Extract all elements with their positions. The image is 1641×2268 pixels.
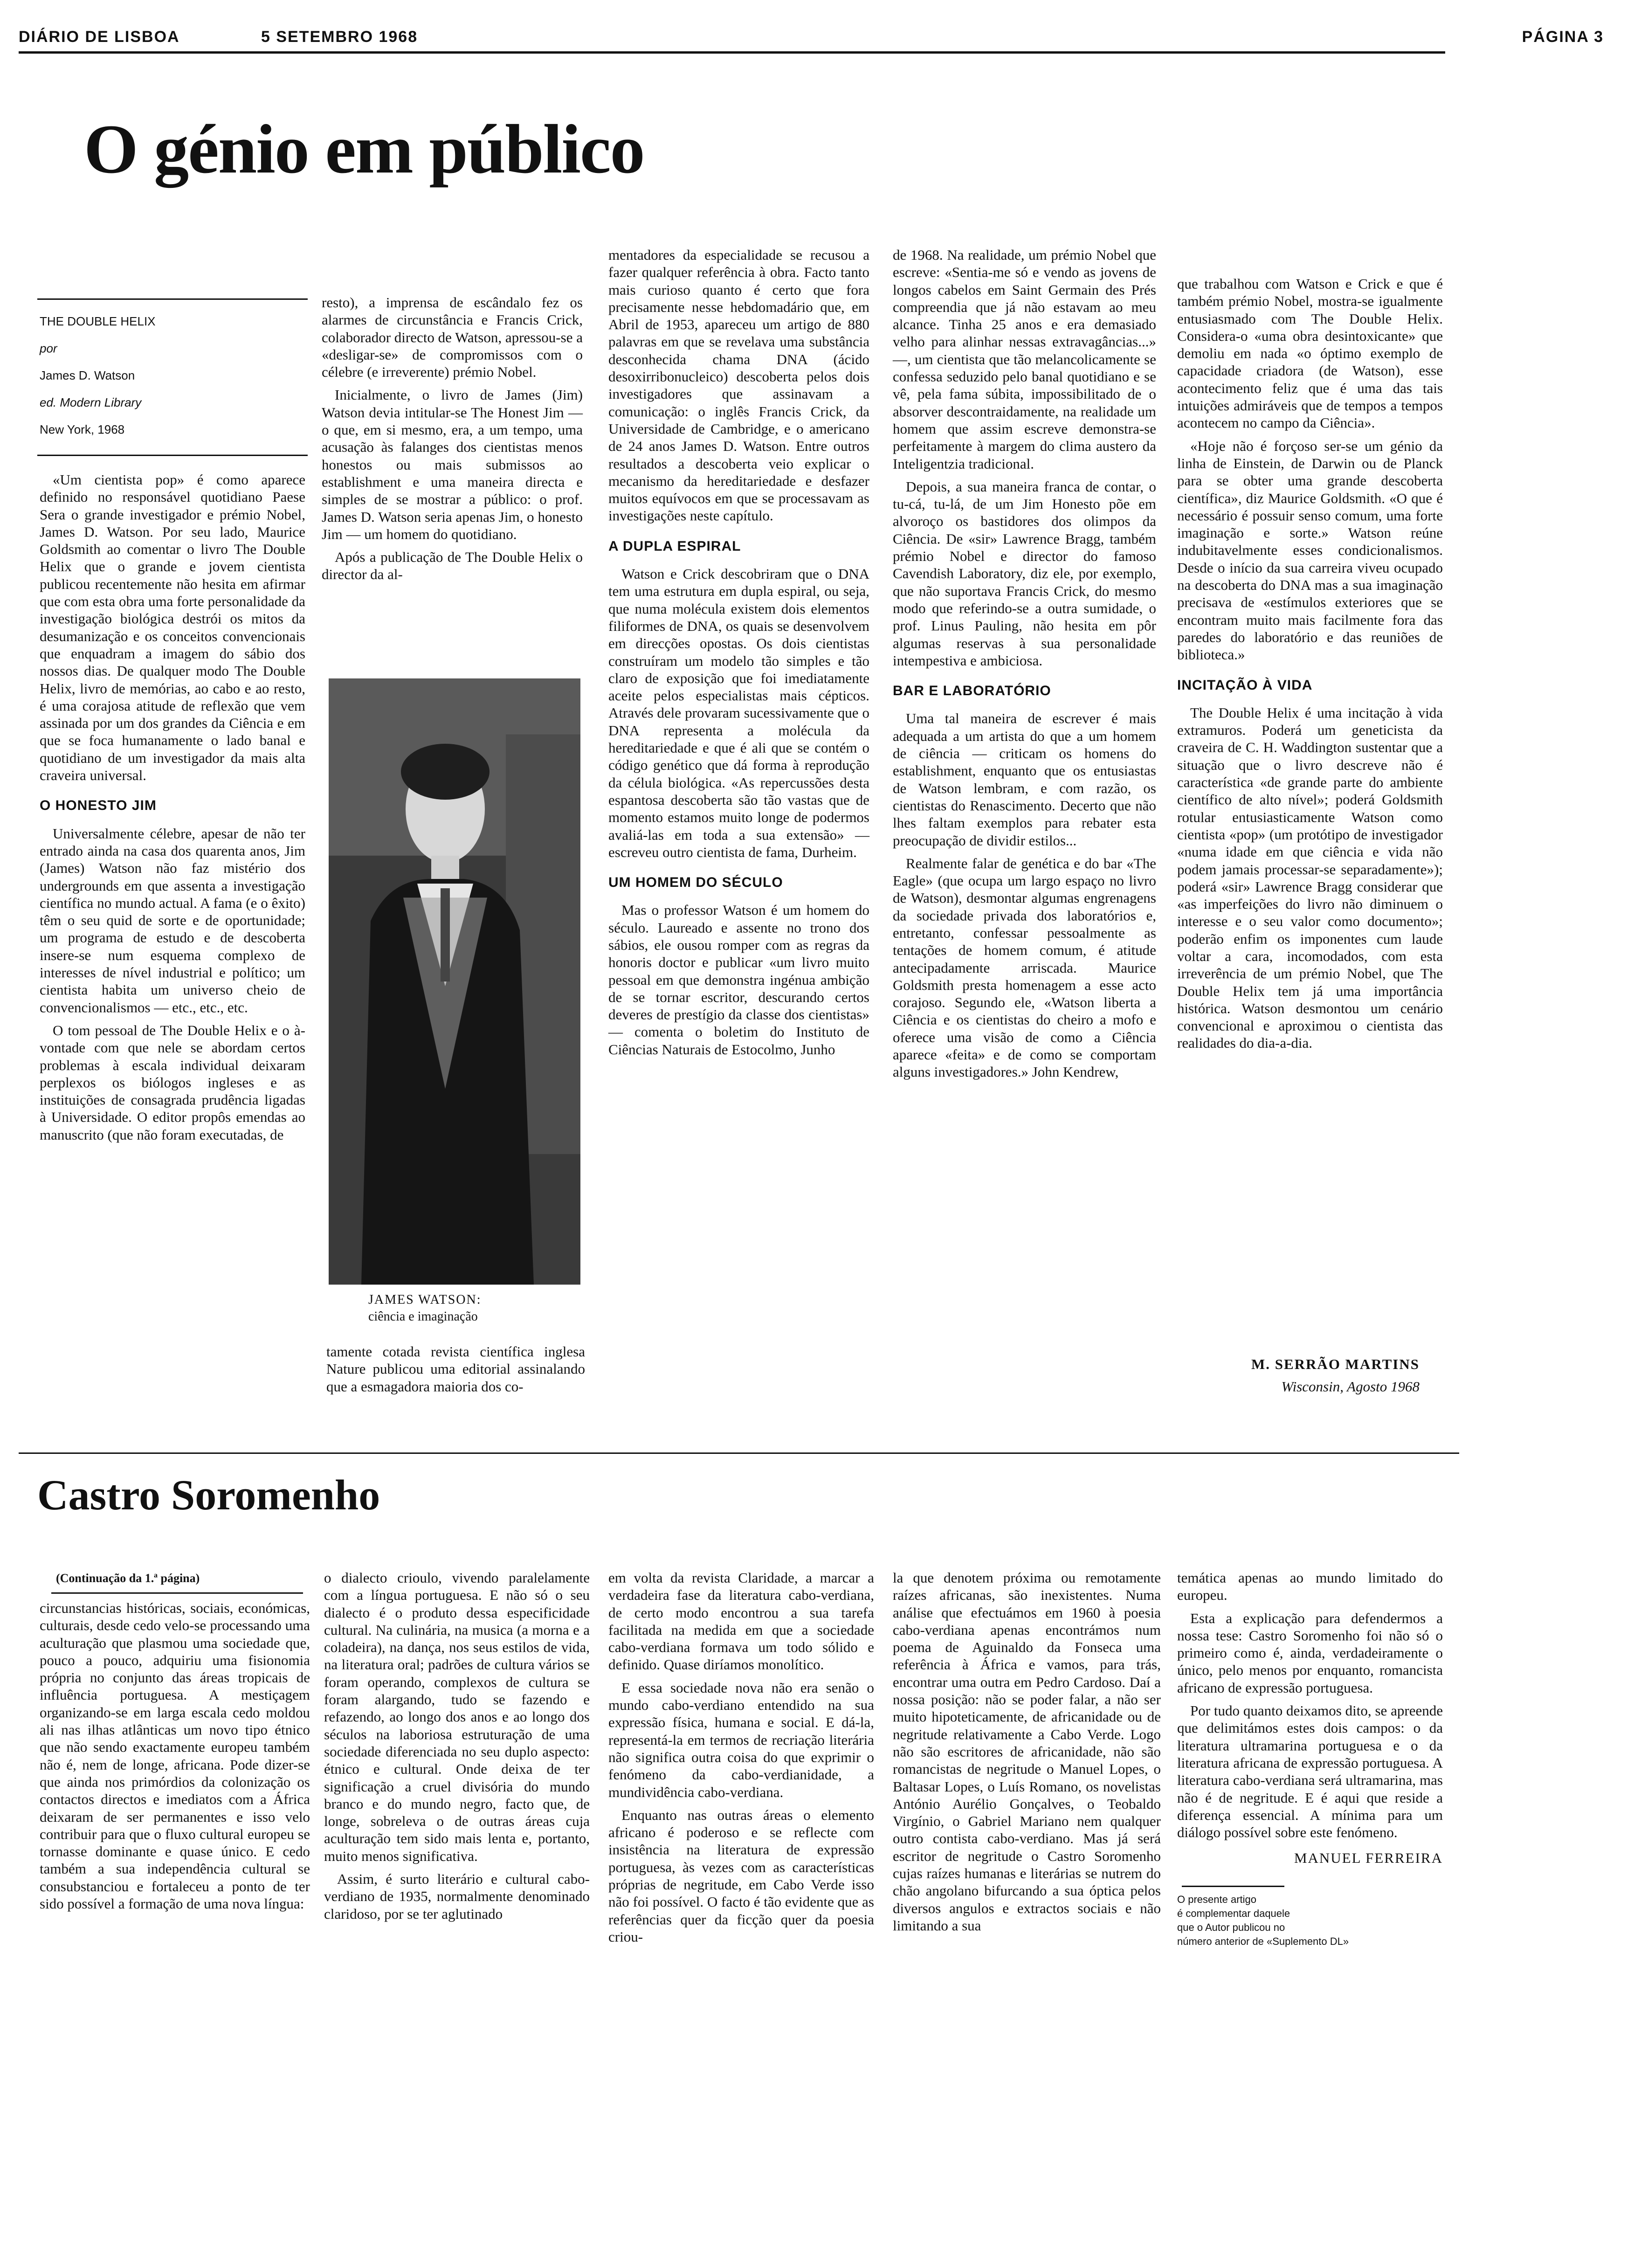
article2-column-3 <box>608 1569 874 1951</box>
page-number: PÁGINA 3 <box>1522 28 1604 46</box>
book-info <box>40 308 310 443</box>
paragraph: de 1968. Na realidade, um prémio Nobel que escreve: «Sentia-me só e vendo as jovens de longos cabelos em Saint Germain des Prés compreendia que já não estavam ao meu alcance. Tinha 25 anos e era demasiado velho para alinhar nessas extravagâncias...» —, um cientista que tão melancolicamente se confessa seduzido pelo banal quotidiano e se vê, pela fama súbita, impossibilitado de o absorver descontraidamente, na realidade um homem que assim escreve demonstra-se perfeitamente à margem do clima austero da Inteligentzia tradicional. <box>893 247 1156 472</box>
photo-caption <box>368 1292 578 1325</box>
continuation-note: (Continuação da 1.ª página) <box>56 1571 200 1585</box>
caption-text: ciência e imaginação <box>368 1309 478 1324</box>
paragraph: Esta a explicação para defendermos a nossa tese: Castro Soromenho foi não só o primeiro como é, ainda, verdadeiramente o único, pelo menos por enquanto, romancista africano de expressão portuguesa. <box>1177 1610 1443 1696</box>
note-rule <box>1182 1886 1284 1887</box>
book-author: James D. Watson <box>40 368 135 382</box>
section-heading: UM HOMEM DO SÉCULO <box>608 875 783 891</box>
article1-column-1 <box>40 471 305 1149</box>
paragraph: Assim, é surto literário e cultural cabo-verdiano de 1935, normalmente denominado claridoso, por se ter aglutinado <box>324 1871 590 1922</box>
paragraph: em volta da revista Claridade, a marcar a verdadeira fase da literatura cabo-verdiana, de certo modo encontrou a sua tarefa facilitada na medida em que a sociedade cabo-verdiana formava um todo sólido e definido. Quase diríamos monolítico. <box>608 1570 874 1673</box>
paragraph: O tom pessoal de The Double Helix e o à-vontade com que nele se abordam certos problemas à escala individual deixaram perplexos os biólogos ingleses e as instituições de consagrada prudência ligadas à Universidade. O editor propôs emendas ao manuscrito (que não foram executadas, de <box>40 1022 305 1143</box>
article2-column-1 <box>40 1599 310 1918</box>
section-heading: O HONESTO JIM <box>40 798 157 814</box>
paragraph: temática apenas ao mundo limitado do europeu. <box>1177 1570 1443 1604</box>
caption-name: JAMES WATSON: <box>368 1293 482 1307</box>
paragraph: Watson e Crick descobriram que o DNA tem uma estrutura em dupla espiral, ou seja, que numa molécula existem dois elementos filiformes de DNA, os quais se desenvolvem em direcções opostas. Os dois cientistas construíram um modelo tão simples e tão claro de exposição que foi imediatamente aceite pelos especialistas mais cépticos. Através dele provaram sucessivamente que o DNA representa a molécula da hereditariedade e que é ali que se contém o código genético que dá forma à reprodução da célula biológica. «As repercussões desta espantosa descoberta são tão vastas que de momento estamos muito longe de podermos avaliá-las em toda a sua extensão» — escreveu outro cientista de fama, Durheim. <box>608 566 869 860</box>
paragraph: «Um cientista pop» é como aparece definido no responsável quotidiano Paese Sera o grande investigador e prémio Nobel, James D. Watson. Por seu lado, Maurice Goldsmith ao comentar o livro The Double Helix que o grande e jovem cientista publicou recentemente não hesita em afirmar que com esta obra uma forte personalidade da investigação biológica destrói os mitos da desumanização e os conceitos convencionais que enquadram a imagem do sábio dos nossos dias. De qualquer modo The Double Helix, livro de memórias, ao cabo e ao resto, é uma corajosa atitude de reflexão que vem assinada por um dos grandes da Ciência e em que se foca humanamente o lado banal e quotidiano de um investigador da mais alta craveira universal. <box>40 471 305 784</box>
portrait-image <box>329 678 580 1285</box>
article2-signature: MANUEL FERREIRA <box>1294 1850 1443 1867</box>
dateline: Wisconsin, Agosto 1968 <box>1281 1378 1420 1395</box>
paragraph: resto), a imprensa de escândalo fez os alarmes de circunstância e Francis Crick, colaborador directo de Watson, apressou-se a «desligar-se» de compromissos com o célebre (e irreverente) prémio Nobel. <box>322 294 583 380</box>
section-heading: INCITAÇÃO À VIDA <box>1177 677 1313 693</box>
paragraph: Realmente falar de genética e do bar «The Eagle» (que ocupa um largo espaço no livro de Watson), desmontar algumas engrenagens da sociedade privada dos laboratórios e, entretanto, confessar pessoalmente as tentações de homem comum, é atitude antecipadamente arriscada. Maurice Goldsmith presta homenagem a esse acto corajoso. Segundo ele, «Watson liberta a Ciência e os cientistas do cheiro a mofo e oferece uma visão de como a Ciência aparece «feita» e de como se comportam alguns investigadores.» John Kendrew, <box>893 855 1156 1080</box>
section-heading: A DUPLA ESPIRAL <box>608 538 741 554</box>
note-line: é complementar daquele <box>1177 1907 1290 1919</box>
paragraph: que trabalhou com Watson e Crick e que é também prémio Nobel, mostra-se igualmente entusiasmado com The Double Helix. Considera-o «uma obra desintoxicante» que demoliu em nada «o óptimo exemplo de capacidade criadora (de Watson), esse acontecimento feliz que é uma das tais intuições admiráveis que de tempos a tempos acontecem no campo da Ciência». <box>1177 276 1443 431</box>
paragraph: tamente cotada revista científica inglesa Nature publicou uma editorial assinalando que a esmagadora maioria dos co- <box>326 1343 585 1395</box>
article1-column-2 <box>322 294 583 589</box>
paragraph: Depois, a sua maneira franca de contar, o tu-cá, tu-lá, de um Jim Honesto põe em alvoroço os bastidores dos olimpos da Ciência. De «sir» Lawrence Bragg, também prémio Nobel e director do famoso Cavendish Laboratory, diz ele, por exemplo, que não suportava Francis Crick, do mesmo modo que referindo-se a outra sumidade, o prof. Linus Pauling, não hesita em pôr algumas reservas à sua personalidade intempestiva e ambiciosa. <box>893 478 1156 669</box>
section-divider <box>19 1452 1459 1454</box>
paragraph: la que denotem próxima ou remotamente raízes africanas, são inexistentes. Numa análise que efectuámos em 1960 à poesia cabo-verdiana apenas encontrámos num poema de Aguinaldo da Fonseca uma referência à África e vamos, para trás, encontrar uma outra em Pedro Cardoso. Daí a nossa posição: não se poder falar, a não ser muito hipoteticamente, de africanidade ou de negritude relativamente a Cabo Verde. Logo não são escritores de africanidade, não são romancistas de negritude o Manuel Lopes, o Baltasar Lopes, o Luís Romano, os novelistas António Aurélio Gonçalves, o Teobaldo Virgínio, o Gabriel Mariano nem qualquer outro contista cabo-verdiano. Mas já será escritor de negritude o Castro Soromenho cujas raízes humanas e literárias se nutrem do chão angolano bifurcando a sua óptica pelos diversos angulos e extractos sociais e não limitando a sua <box>893 1570 1161 1934</box>
article1-signature-block <box>1177 1348 1420 1395</box>
author-signature: M. SERRÃO MARTINS <box>1251 1356 1420 1372</box>
continuation-rule <box>51 1592 303 1594</box>
paragraph: E essa sociedade nova não era senão o mundo cabo-verdiano entendido na sua expressão física, humana e social. E dá-la, representá-la em termos de recriação literária não significa outra coisa do que exprimir o fenómeno da cabo-verdianidade, a mundividência cabo-verdiana. <box>608 1679 874 1800</box>
header-rule <box>19 51 1445 54</box>
paragraph: mentadores da especialidade se recusou a fazer qualquer referência à obra. Facto tanto mais curioso quanto é certo que fora precisamente nesse hebdomadário que, em Abril de 1953, apareceu um artigo de 880 palavras em que se revelava uma substância desconhecida chama DNA (ácido desoxirribonucleico) descoberta pelos dois investigadores que assinavam a comunicação: o inglês Francis Crick, da Universidade de Cambridge, e o americano de 24 anos James D. Watson. Entre outros resultados a descoberta veio explicar o mecanismo da hereditariedade e desfazer muitos equívocos em que se processavam as investigações neste capítulo. <box>608 247 869 524</box>
article2-column-4 <box>893 1569 1161 1940</box>
article1-column-2-bottom <box>326 1343 585 1401</box>
infobox-top-rule <box>37 298 308 300</box>
book-place: New York, 1968 <box>40 422 125 436</box>
note-line: que o Autor publicou no <box>1177 1921 1285 1933</box>
article1-column-4 <box>893 246 1156 1086</box>
paragraph: «Hoje não é forçoso ser-se um génio da linha de Einstein, de Darwin ou de Planck para se obter uma grande descoberta científica», diz Maurice Goldsmith. «O que é necessário é possuir senso comum, uma forte imaginação e sorte.» Watson reúne indubitavelmente esses condicionalismos. Desde o início da sua carreira viveu ocupado na descoberta do DNA mas a sua imaginação precisava de «estímulos exteriores que se encontram muito mais facilmente fora das paredes do laboratório e das reuniões de biblioteca.» <box>1177 437 1443 663</box>
article-title: O génio em público <box>84 111 644 188</box>
article2-title: Castro Soromenho <box>37 1471 380 1519</box>
book-title: THE DOUBLE HELIX <box>40 314 156 328</box>
paragraph: Uma tal maneira de escrever é mais adequada a um artista do que a um homem de ciência — criticam os homens do establishment, enquanto que os entusiastas de Watson lembram, e com razão, os cientistas do Renascimento. Decerto que não lhes faltam exemplos para rebater esta preocupação de dividir estilos... <box>893 710 1156 849</box>
paragraph: circunstancias históricas, sociais, económicas, culturais, desde cedo velo-se processando uma aculturação que plasmou uma sociedade que, pouco a pouco, adquiriu uma fisionomia própria no conjunto das áreas tropicais de influência portuguesa. A mestiçagem organizando-se em larga escala cedo moldou ali nas ilhas atlânticas um novo tipo étnico que não sendo exactamente europeu também não é, nem de longe, africana. Pode dizer-se que ainda nos primórdios da colonização os contactos directos e imediatos com a África deixaram de ser permanentes e isso velo contribuir para que o fluxo cultural europeu se tornasse dominante e quase único. E cedo também a sua independência cultural se consubstanciou e fortaleceu a ponto de ter sido possível a formação de uma nova língua: <box>40 1600 310 1912</box>
article2-footnote <box>1177 1893 1443 1949</box>
article1-column-3 <box>608 246 869 1064</box>
issue-date: 5 SETEMBRO 1968 <box>261 28 418 46</box>
note-line: número anterior de «Suplemento DL» <box>1177 1935 1349 1947</box>
infobox-bottom-rule <box>37 455 308 456</box>
paragraph: o dialecto crioulo, vivendo paralelamente com a língua portuguesa. E não só o seu dialecto é o produto dessa especificidade cultural. Na culinária, na musica (a morna e a coladeira), na dança, nos seus estilos de vida, na literatura oral; padrões de cultura vários se foram operando, complexos de cultura se foram alargando, tudo se fazendo e refazendo, ao longo dos anos e ao longo dos séculos na laboriosa estruturação de uma sociedade diferenciada no seu duplo aspecto: étnico e cultural. Onde deixa de ter significação a cruel divisória do mundo branco e do mundo negro, facto que, de longe, sobreleva o de outras áreas cuja aculturação tem sido mais lenta e, portanto, muito menos significativa. <box>324 1570 590 1864</box>
article2-column-2 <box>324 1569 590 1928</box>
article1-column-5 <box>1177 275 1443 1058</box>
book-by: por <box>40 341 57 355</box>
paragraph: The Double Helix é uma incitação à vida extramuros. Poderá um geneticista da craveira de C. H. Waddington sustentar que a situação que o livro descreve não é característica «de grande parte do ambiente científico de alto nível»; poderá Goldsmith rotular entusiasticamente Watson como cientista «pop» (um protótipo de investigador «numa idade em que ciência e vida não podem jamais processar-se separadamente»); poderá «sir» Lawrence Bragg considerar que «as imperfeições do livro não diminuem o interesse e o seu valor como documento»; poderão enfim os imponentes cum laude voltar a cara, incomodados, com esta irreverência de um prémio Nobel, que The Double Helix tem já uma importância histórica. Watson desmontou um cenário convencional e aproximou o cientista das realidades do dia-a-dia. <box>1177 704 1443 1051</box>
paragraph: Inicialmente, o livro de James (Jim) Watson devia intitular-se The Honest Jim — o que, em si mesmo, era, a um tempo, uma acusação às falanges dos cientistas menos honestos ou mais submissos ao establishment e uma maneira directa e simples de se mostrar a público: o prof. James D. Watson seria apenas Jim, o honesto Jim — um homem do quotidiano. <box>322 387 583 542</box>
paragraph: Universalmente célebre, apesar de não ter entrado ainda na casa dos quarenta anos, Jim (James) Watson não faz mistério dos undergrounds em que assenta a investigação científica no mundo actual. A fama (e o êxito) têm o seu quid de sorte e de oportunidade; um programa de estudo e de descoberta insere-se num esquema complexo de interesses de nível industrial e político; um cientista habita um universo cheio de convencionalismos — etc., etc., etc. <box>40 825 305 1016</box>
paragraph: Mas o professor Watson é um homem do século. Laureado e assente no trono dos sábios, ele ousou romper com as regras da honoris doctor e publicar «um livro muito pessoal em que demonstra ingénua ambição de se tornar escritor, descurando certos deveres de prestígio da classe dos cientistas» — comenta o boletim do Instituto de Ciências Naturais de Estocolmo, Junho <box>608 902 869 1058</box>
article2-column-5 <box>1177 1569 1443 1949</box>
paragraph: Por tudo quanto deixamos dito, se apreende que delimitámos estes dois campos: o da literatura ultramarina portuguesa e o da literatura africana de expressão portuguesa. A literatura cabo-verdiana será ultramarina, mas não é de negritude. E é aqui que reside a diferença essencial. A mínima para um diálogo possível sobre este fenómeno. <box>1177 1702 1443 1841</box>
paragraph: Após a publicação de The Double Helix o director da al- <box>322 549 583 583</box>
book-publisher: ed. Modern Library <box>40 395 142 409</box>
section-heading: BAR E LABORATÓRIO <box>893 683 1051 699</box>
note-line: O presente artigo <box>1177 1893 1256 1905</box>
photo-james-watson <box>329 678 580 1285</box>
paragraph: Enquanto nas outras áreas o elemento africano é poderoso e se reflecte com insistência na literatura de expressão portuguesa, às vezes com as características próprias de negritude, em Cabo Verde isso não foi possível. O facto é tão evidente que as referências quer da ficção quer da poesia criou- <box>608 1806 874 1945</box>
newspaper-name: DIÁRIO DE LISBOA <box>19 28 180 46</box>
